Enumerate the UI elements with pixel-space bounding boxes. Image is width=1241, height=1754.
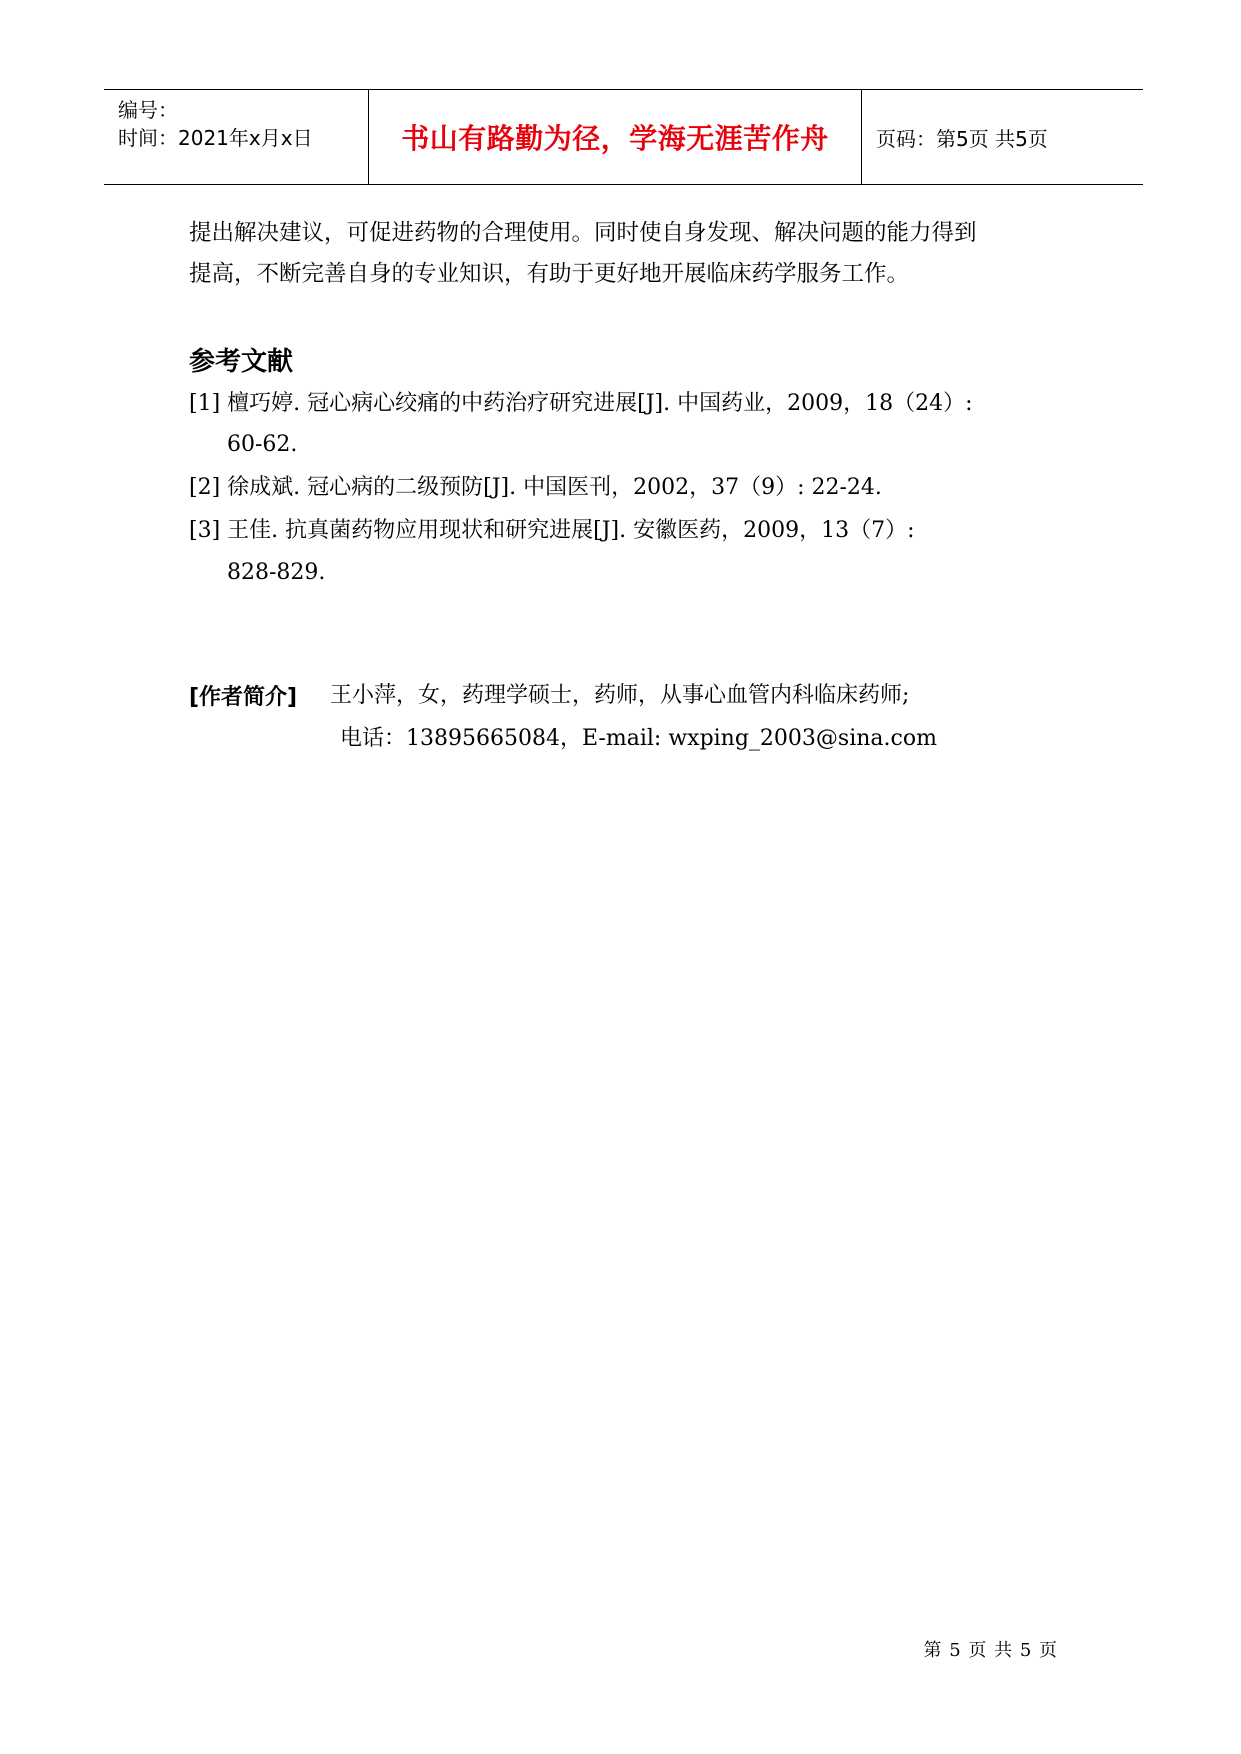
header-meta-cell bbox=[104, 90, 369, 184]
references-heading: 参考文献 bbox=[189, 347, 294, 377]
reference-3-line-1: [3] 王佳. 抗真菌药物应用现状和研究进展[J]. 安徽医药，2009，13（7）: bbox=[189, 518, 915, 543]
header-page-number: 页码：第5页 共5页 bbox=[876, 126, 1048, 151]
body-paragraph-line-1: 提出解决建议，可促进药物的合理使用。同时使自身发现、解决问题的能力得到 bbox=[189, 220, 977, 246]
page-header bbox=[104, 89, 1143, 185]
page-footer-number: 第 5 页 共 5 页 bbox=[923, 1640, 1058, 1661]
author-bio-text: 王小萍，女，药理学硕士，药师，从事心血管内科临床药师; bbox=[330, 683, 910, 708]
document-date-label: 时间：2021年x月x日 bbox=[118, 126, 313, 150]
author-bio-label: [作者简介] bbox=[189, 685, 298, 710]
header-motto-cell bbox=[369, 90, 862, 184]
reference-1-line-2: 60-62. bbox=[227, 432, 298, 457]
body-paragraph-line-2: 提高，不断完善自身的专业知识，有助于更好地开展临床药学服务工作。 bbox=[189, 261, 910, 287]
header-page-cell bbox=[862, 90, 1143, 184]
reference-2: [2] 徐成斌. 冠心病的二级预防[J]. 中国医刊，2002，37（9）: 22-24. bbox=[189, 475, 882, 500]
header-motto: 书山有路勤为径，学海无涯苦作舟 bbox=[401, 122, 829, 155]
reference-3-line-2: 828-829. bbox=[227, 560, 326, 585]
reference-1-line-1: [1] 檀巧婷. 冠心病心绞痛的中药治疗研究进展[J]. 中国药业，2009，18（24）: bbox=[189, 391, 973, 416]
author-contact: 电话：13895665084，E-mail: wxping_2003@sina.com bbox=[340, 726, 937, 751]
document-number-label: 编号： bbox=[118, 98, 178, 122]
